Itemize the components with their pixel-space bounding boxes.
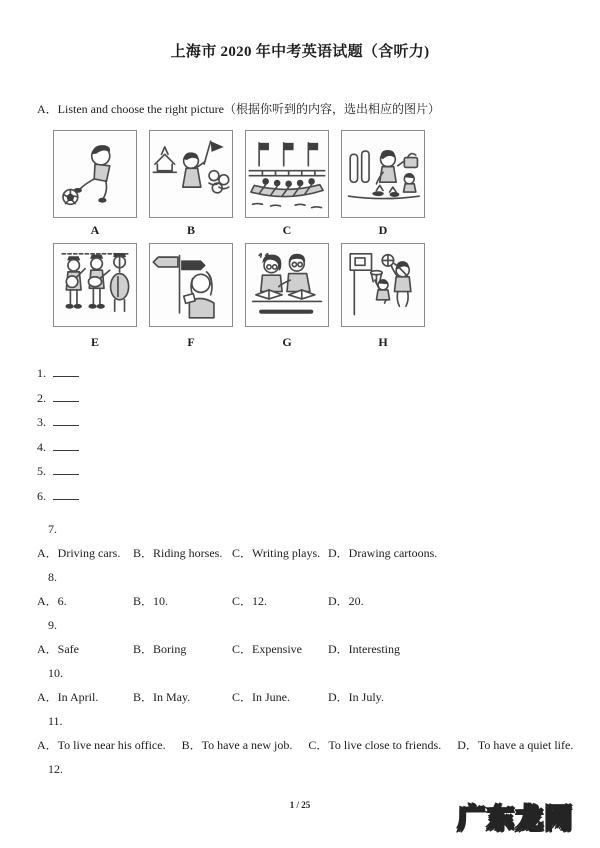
signpost-illustration (149, 243, 233, 327)
picture-option-d (341, 130, 425, 238)
question-10-options (37, 685, 593, 709)
option-c: C．12. (232, 594, 268, 608)
blank-number: 4. (37, 439, 46, 454)
answer-blank-5 (37, 461, 79, 486)
option-c: C．In June. (232, 690, 290, 704)
picture-label: D (378, 223, 388, 237)
option-d: D．Drawing cartoons. (328, 546, 438, 560)
question-number-7: 7. (48, 522, 57, 536)
option-a: A．6. (37, 594, 67, 608)
picture-grid-row-1 (53, 130, 425, 238)
answer-blanks (37, 363, 79, 510)
blank-number: 6. (37, 488, 46, 503)
picture-grid-row-2 (53, 243, 425, 350)
answer-blank-1 (37, 363, 79, 388)
question-9-options (37, 637, 593, 661)
page-number: 1 / 25 (289, 800, 311, 810)
section-a-heading: A．Listen and choose the right picture（根据你听到的内容，选出相应的图片） (37, 102, 440, 116)
question-number-9: 9. (48, 618, 57, 632)
blank-line (53, 486, 79, 500)
answer-blank-6 (37, 486, 79, 511)
blank-number: 5. (37, 464, 46, 478)
option-a: A．In April. (37, 690, 99, 704)
blank-line (53, 388, 79, 402)
dragon-boat-race-illustration (245, 130, 329, 218)
picture-option-c (245, 130, 329, 238)
blank-number: 2. (37, 390, 46, 405)
blank-number: 1. (37, 366, 46, 380)
answer-blank-2 (37, 388, 79, 413)
option-d: D．Interesting (328, 642, 400, 656)
picture-option-f (149, 243, 233, 350)
picture-label: F (187, 335, 195, 349)
option-a: A．Safe (37, 642, 79, 656)
basketball-illustration (341, 243, 425, 327)
question-7-options (37, 541, 593, 565)
option-c: C．To live close to friends. (308, 738, 442, 752)
planting-garden-illustration (341, 130, 425, 218)
question-number-8: 8. (48, 570, 57, 584)
picture-label: C (282, 223, 292, 237)
students-studying-illustration (245, 243, 329, 327)
option-b: B．Riding horses. (133, 546, 223, 560)
picture-option-h (341, 243, 425, 350)
option-c: C．Writing plays. (232, 546, 321, 560)
tour-guide-with-flag-illustration (149, 130, 233, 218)
blank-line (53, 412, 79, 426)
questions-section (37, 517, 593, 781)
picture-label: A (90, 223, 100, 237)
question-number-10: 10. (48, 666, 63, 680)
picture-option-a (53, 130, 137, 238)
option-a: A．To live near his office. (37, 738, 166, 752)
blank-line (53, 363, 79, 377)
answer-blank-3 (37, 412, 79, 437)
option-b: B．Boring (133, 642, 187, 656)
page-title: 上海市 2020 年中考英语试题（含听力) (170, 44, 430, 60)
picture-label: B (186, 223, 195, 237)
picture-option-e (53, 243, 137, 350)
picture-label: G (282, 335, 292, 349)
question-number-11: 11. (48, 714, 63, 728)
option-a: A．Driving cars. (37, 546, 121, 560)
answer-blank-4 (37, 437, 79, 462)
option-d: D．20. (328, 594, 364, 608)
option-c: C．Expensive (232, 642, 302, 656)
option-b: B．To have a new job. (181, 738, 293, 752)
picture-option-b (149, 130, 233, 238)
picture-label: H (378, 335, 388, 349)
question-11-options (37, 733, 593, 757)
option-b: B．10. (133, 594, 169, 608)
blank-line (53, 437, 79, 451)
blank-line (53, 461, 79, 475)
question-8-options (37, 589, 593, 613)
string-band-illustration (53, 243, 137, 327)
boy-kicking-football-illustration (53, 130, 137, 218)
option-b: B．In May. (133, 690, 191, 704)
picture-label: E (90, 335, 99, 349)
option-d: D．In July. (328, 690, 384, 704)
picture-option-g (245, 243, 329, 350)
site-watermark: 广东龙网 (458, 804, 574, 835)
question-number-12: 12. (48, 762, 63, 776)
blank-number: 3. (37, 415, 46, 429)
option-d: D．To have a quiet life. (457, 738, 574, 752)
